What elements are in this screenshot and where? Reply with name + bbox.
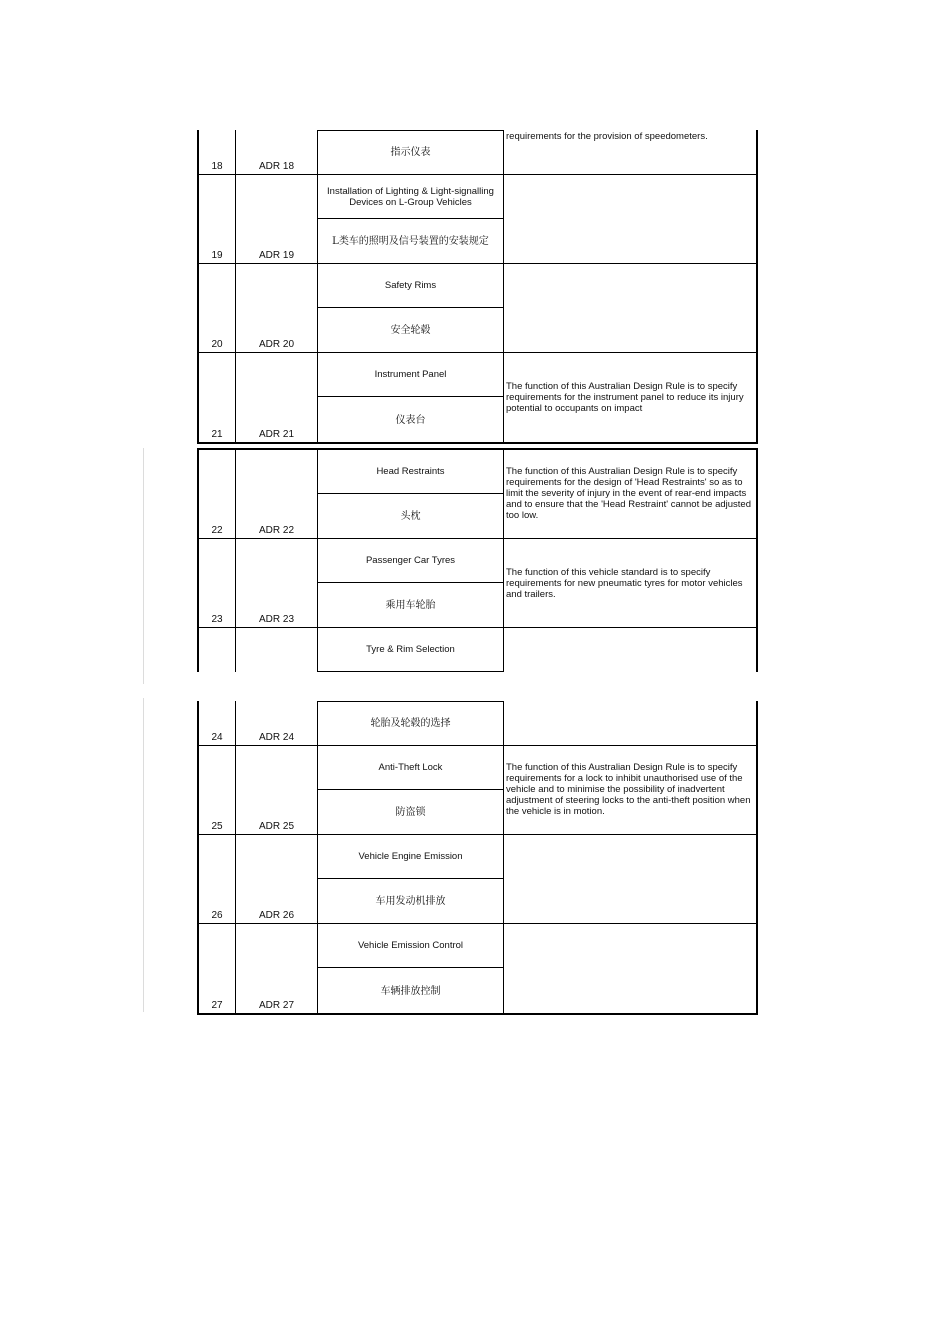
description-text: The function of this vehicle standard is to specify requirements for new pneumatic tyres for motor vehicles and trailers. [506,567,743,600]
row-number-cell [199,130,236,174]
title-english: Installation of Lighting & Light-signalling Devices on L-Group Vehicles [318,175,503,219]
page-margin-line [143,698,144,1012]
title-chinese: L类车的照明及信号装置的安装规定 [332,235,489,247]
table-row-adr-26 [199,835,756,924]
table-row-adr-25 [199,746,756,835]
adr-code: ADR 27 [258,1000,294,1011]
description-cell [504,450,756,538]
description-text: The function of this Australian Design Rule is to specify requirements for the design of 'Head Restraints' so as to limit the severity of injury in the event of rear-end impacts and to ensure that the 'Head Restraint' cannot be adjusted too low. [506,466,751,521]
row-number-cell [199,450,236,538]
description-text: The function of this Australian Design Rule is to specify requirements for a lock to inhibit unauthorised use of the vehicle and to minimise the possibility of inadvertent adjustment of steering locks to the anti-theft position when the vehicle is in motion. [506,762,751,817]
row-number: 24 [211,732,223,743]
description-cell [504,835,756,923]
title-chinese: 安全轮毂 [390,324,431,336]
row-number-cell [199,175,236,263]
adr-code-cell [236,539,318,627]
title-english: Safety Rims [318,264,503,308]
title-chinese: 乘用车轮胎 [385,599,436,611]
row-number-cell [199,701,236,745]
adr-code-cell [236,746,318,834]
description-cell [504,628,756,672]
row-number: 20 [211,339,223,350]
title-cell [318,746,504,834]
description-cell [504,701,756,745]
adr-code: ADR 25 [258,821,294,832]
table-row-adr-24 [199,701,756,746]
adr-code-cell [236,628,318,672]
table-row-adr-19 [199,175,756,264]
adr-code-cell [236,130,318,174]
row-number-cell [199,353,236,442]
row-number-cell [199,628,236,672]
table-row-adr-22 [199,450,756,539]
row-number: 22 [211,525,223,536]
description-cell [504,924,756,1013]
title-cell [318,539,504,627]
row-number-cell [199,746,236,834]
description-cell [504,539,756,627]
table-row-adr-24-part [199,628,756,672]
table-row-adr-20 [199,264,756,353]
title-english: Instrument Panel [318,353,503,397]
title-english: Tyre & Rim Selection [366,644,455,655]
title-english: Vehicle Emission Control [318,924,503,968]
row-number: 18 [211,161,223,172]
description-cell [504,353,756,442]
adr-table-section-1 [197,130,758,444]
adr-code: ADR 21 [258,429,294,440]
row-number: 19 [211,250,223,261]
row-number-cell [199,539,236,627]
adr-code-cell [236,450,318,538]
adr-code: ADR 20 [258,339,294,350]
adr-code-cell [236,701,318,745]
table-row-adr-27 [199,924,756,1013]
title-cell [318,835,504,923]
title-cell [318,130,504,174]
adr-code-cell [236,835,318,923]
adr-code: ADR 24 [258,732,294,743]
title-cell [318,175,504,263]
title-cell [318,450,504,538]
row-number: 21 [211,429,223,440]
adr-code: ADR 22 [258,525,294,536]
adr-code-cell [236,264,318,352]
adr-code: ADR 19 [258,250,294,261]
title-english: Passenger Car Tyres [318,539,503,583]
title-chinese: 车辆排放控制 [380,985,441,997]
title-chinese: 仪表台 [395,414,426,426]
row-number-cell [199,835,236,923]
table-row-adr-23 [199,539,756,628]
title-chinese: 指示仪表 [390,147,431,158]
adr-code-cell [236,924,318,1013]
title-english: Head Restraints [318,450,503,494]
adr-code: ADR 18 [258,161,294,172]
row-number-cell [199,264,236,352]
title-cell [318,924,504,1013]
row-number-cell [199,924,236,1013]
title-cell [318,264,504,352]
description-cell [504,746,756,834]
description-cell [504,175,756,263]
title-cell [318,628,504,672]
description-text: The function of this Australian Design Rule is to specify requirements for the instrument panel to reduce its injury potential to occupants on impact [506,381,744,414]
title-chinese: 头枕 [400,510,421,522]
row-number: 25 [211,821,223,832]
adr-code-cell [236,175,318,263]
row-number: 27 [211,1000,223,1011]
title-chinese: 轮胎及轮毂的选择 [370,718,451,729]
description-cell [504,130,756,174]
adr-table-section-3 [197,701,758,1015]
description-cell [504,264,756,352]
title-english: Anti-Theft Lock [318,746,503,790]
table-row-adr-18 [199,130,756,175]
row-number: 26 [211,910,223,921]
title-cell [318,701,504,745]
adr-code-cell [236,353,318,442]
title-chinese: 防盗锁 [395,806,426,818]
page-margin-line [143,448,144,684]
table-row-adr-21 [199,353,756,442]
adr-code: ADR 23 [258,614,294,625]
title-chinese: 车用发动机排放 [375,895,446,907]
description-text: requirements for the provision of speedometers. [506,131,708,142]
row-number: 23 [211,614,223,625]
title-cell [318,353,504,442]
adr-code: ADR 26 [258,910,294,921]
title-english: Vehicle Engine Emission [318,835,503,879]
adr-table-section-2 [197,448,758,672]
